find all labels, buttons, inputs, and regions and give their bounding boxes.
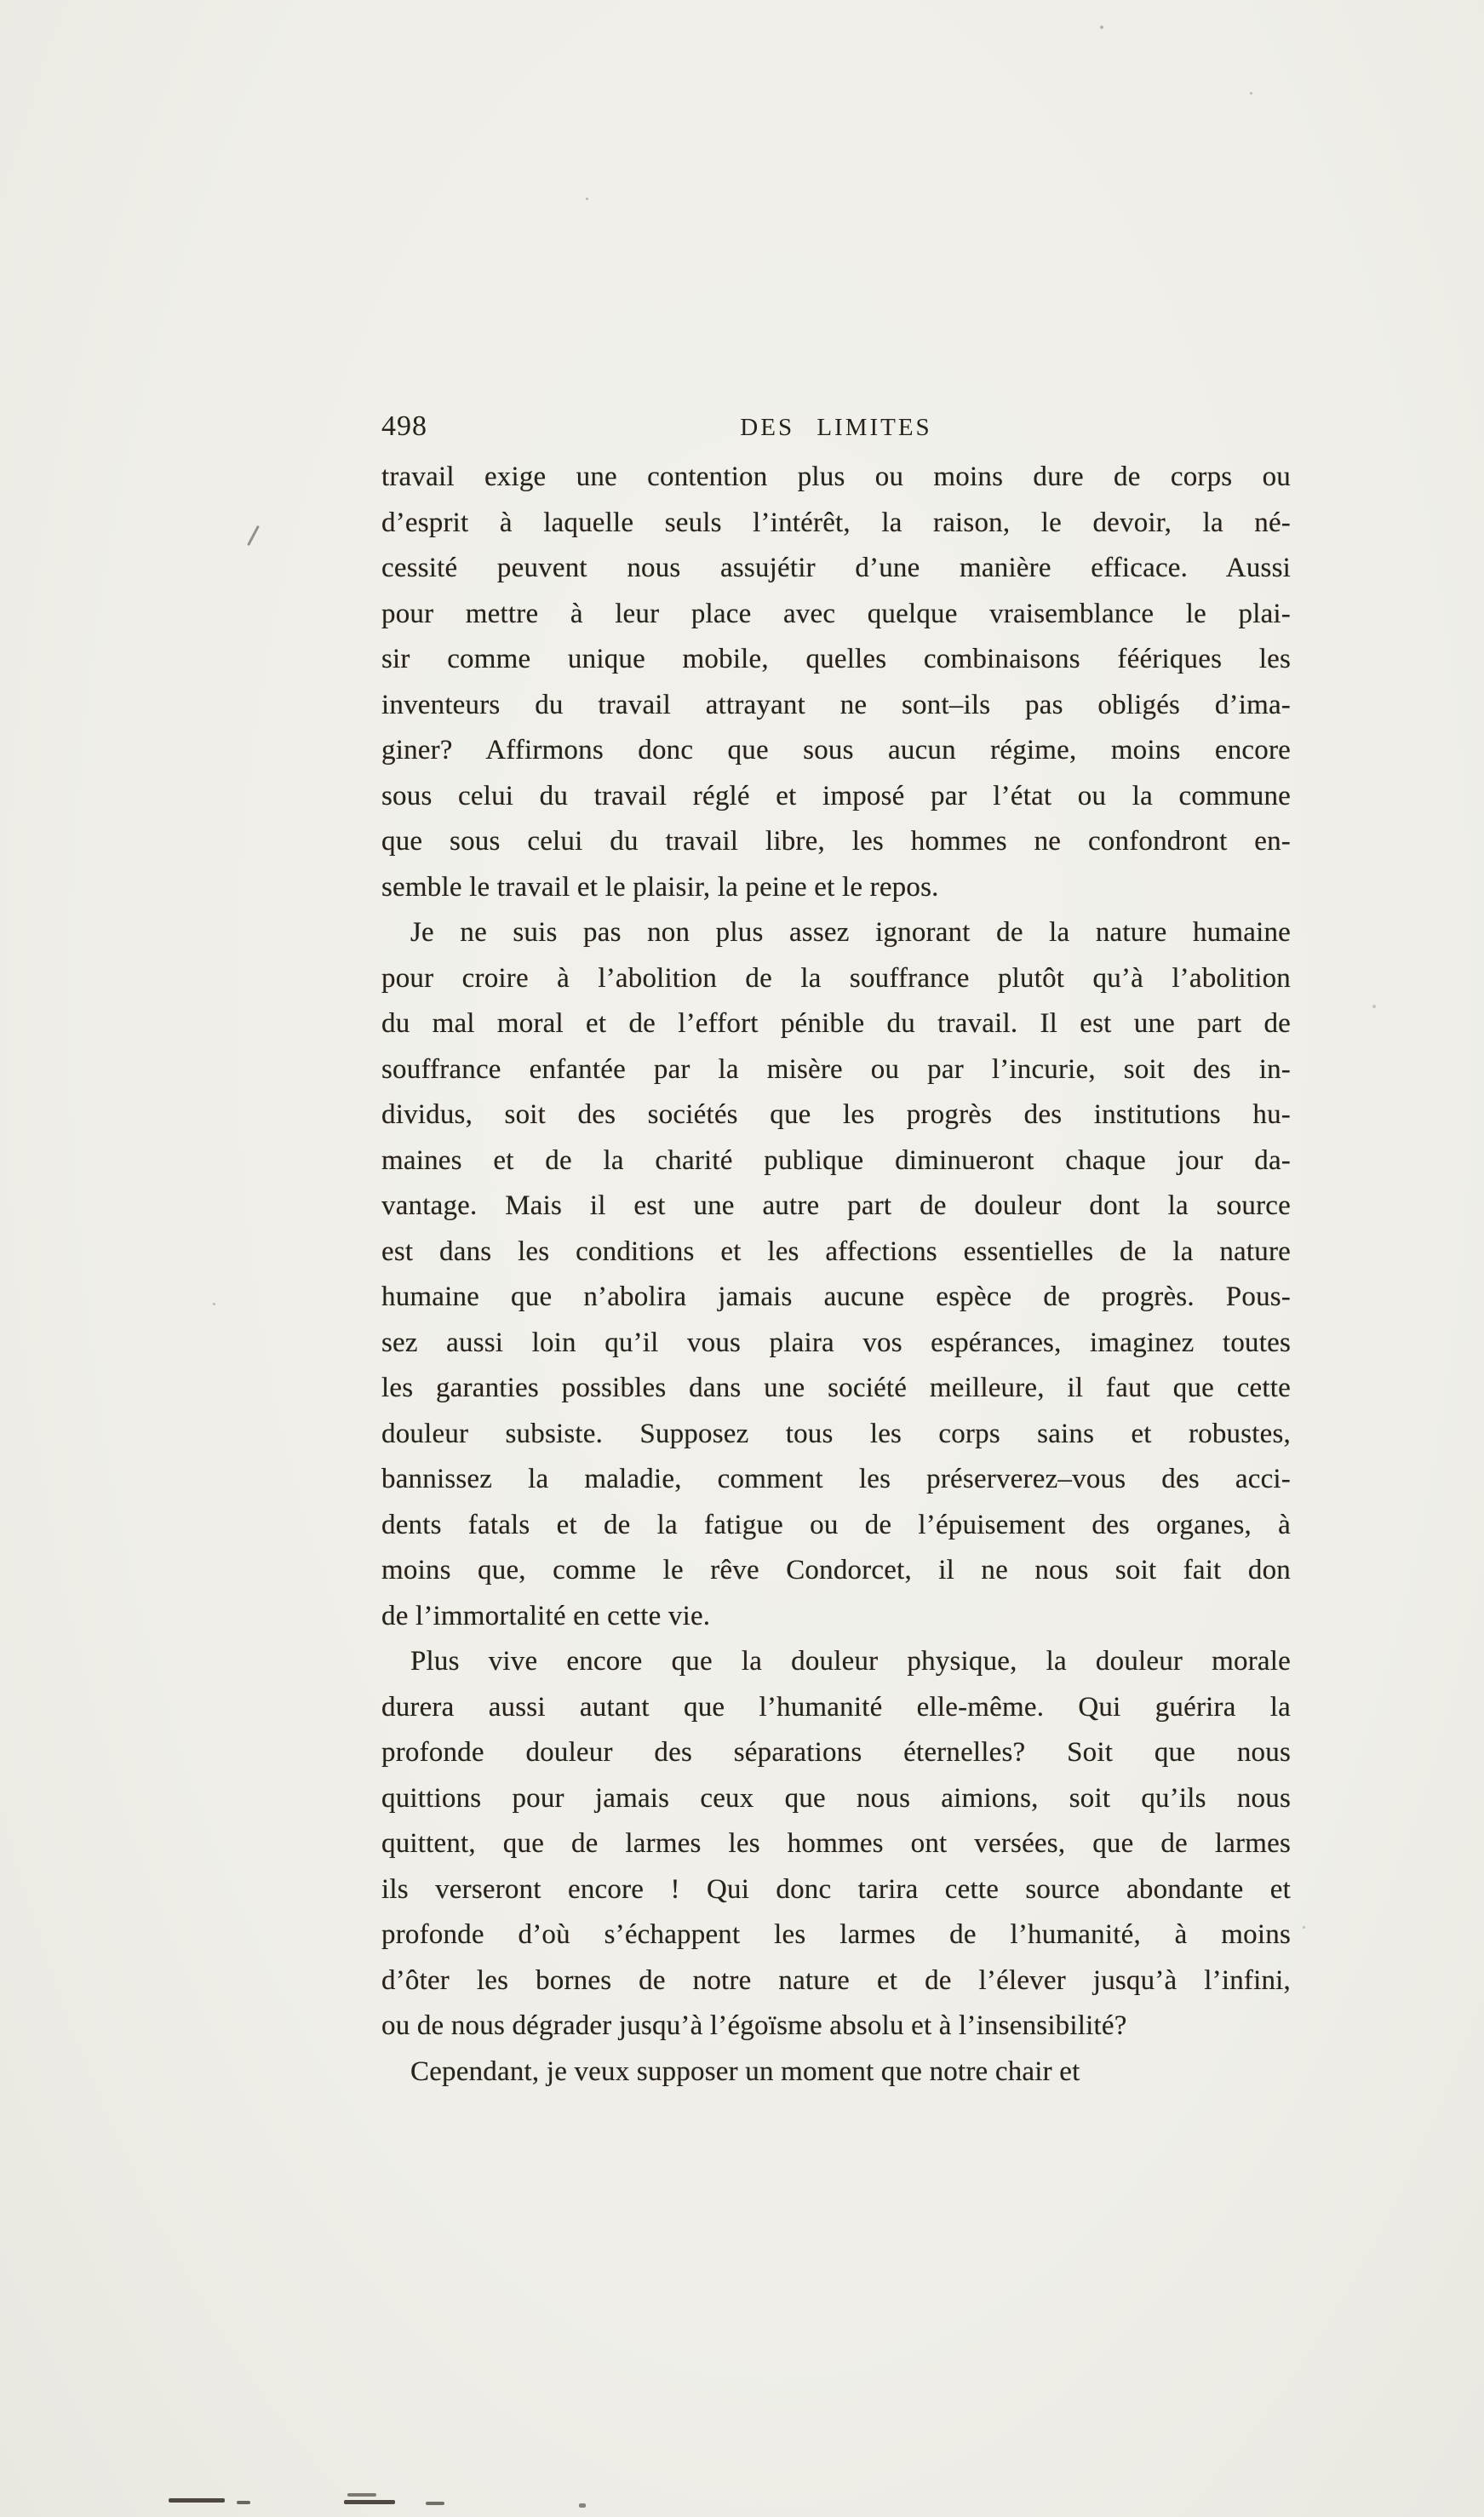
text-line: Plus vive encore que la douleur physique, la douleur morale (410, 1646, 1291, 1677)
scan-artifact (426, 2502, 444, 2505)
scan-speck (1100, 26, 1103, 29)
text-line: Cependant, je veux supposer un moment que notre chair et (410, 2055, 1080, 2087)
text-line: quittent, que de larmes les hommes ont versées, que de larmes (381, 1828, 1291, 1859)
running-title: DES LIMITES (740, 414, 932, 441)
text-line: douleur subsiste. Supposez tous les corps sains et robustes, (381, 1418, 1291, 1449)
text-line: ils verseront encore ! Qui donc tarira cette source abondante et (381, 1873, 1291, 1905)
text-line: ou de nous dégrader jusqu’à l’égoïsme absolu et à l’insensibilité? (381, 2010, 1127, 2041)
scan-artifact (169, 2498, 225, 2503)
scan-speck (1372, 1005, 1376, 1008)
text-line: vantage. Mais il est une autre part de douleur dont la source (381, 1190, 1291, 1221)
text-line: travail exige une contention plus ou moins dure de corps ou (381, 462, 1291, 492)
text-line: quittions pour jamais ceux que nous aimions, soit qu’ils nous (381, 1782, 1291, 1814)
text-line: profonde douleur des séparations éternelles? Soit que nous (381, 1737, 1291, 1768)
text-line: bannissez la maladie, comment les préserverez–vous des acci- (381, 1464, 1291, 1494)
running-header (381, 409, 1291, 450)
text-line: semble le travail et le plaisir, la peine et le repos. (381, 871, 939, 903)
text-line: sous celui du travail réglé et imposé par l’état ou la commune (381, 780, 1291, 811)
text-block (381, 455, 1291, 2095)
text-line: d’ôter les bornes de notre nature et de l’élever jusqu’à l’infini, (381, 1964, 1291, 1996)
scan-artifact (347, 2493, 376, 2497)
text-line: maines et de la charité publique diminueront chaque jour da- (381, 1144, 1291, 1176)
scan-speck (586, 198, 588, 200)
text-line: humaine que n’abolira jamais aucune espèce de progrès. Pous- (381, 1281, 1291, 1312)
text-line: pour croire à l’abolition de la souffrance plutôt qu’à l’abolition (381, 962, 1291, 994)
text-line: souffrance enfantée par la misère ou par l’incurie, soit des in- (381, 1053, 1291, 1085)
scan-speck (1250, 92, 1252, 95)
text-line: moins que, comme le rêve Condorcet, il ne nous soit fait don (381, 1555, 1291, 1585)
text-line: du mal moral et de l’effort pénible du travail. Il est une part de (381, 1008, 1291, 1039)
scan-artifact (344, 2500, 395, 2504)
text-line: cessité peuvent nous assujétir d’une manière efficace. Aussi (381, 553, 1291, 583)
text-line: dividus, soit des sociétés que les progrès des institutions hu- (381, 1099, 1291, 1130)
text-line: dents fatals et de la fatigue ou de l’épuisement des organes, à (381, 1509, 1291, 1540)
text-line: les garanties possibles dans une société meilleure, il faut que cette (381, 1373, 1291, 1403)
text-line: d’esprit à laquelle seuls l’intérêt, la raison, le devoir, la né- (381, 507, 1291, 538)
scan-artifact (579, 2503, 586, 2508)
text-line: pour mettre à leur place avec quelque vraisemblance le plai- (381, 598, 1291, 629)
text-line: que sous celui du travail libre, les hommes ne confondront en- (381, 826, 1291, 857)
page-number: 498 (381, 410, 427, 442)
text-line: sir comme unique mobile, quelles combinaisons féériques les (381, 644, 1291, 674)
scan-speck (1303, 1926, 1305, 1929)
text-line: sez aussi loin qu’il vous plaira vos espérances, imaginez toutes (381, 1327, 1291, 1358)
scan-speck (213, 1303, 215, 1305)
text-line: Je ne suis pas non plus assez ignorant de la nature humaine (410, 917, 1291, 948)
text-line: est dans les conditions et les affections essentielles de la nature (381, 1236, 1291, 1267)
text-line: giner? Affirmons donc que sous aucun régime, moins encore (381, 735, 1291, 765)
scan-artifact (247, 525, 260, 546)
scan-artifact (237, 2501, 250, 2504)
text-line: profonde d’où s’échappent les larmes de l’humanité, à moins (381, 1919, 1291, 1950)
text-line: durera aussi autant que l’humanité elle-même. Qui guérira la (381, 1691, 1291, 1723)
text-line: inventeurs du travail attrayant ne sont–ils pas obligés d’ima- (381, 689, 1291, 720)
text-line: de l’immortalité en cette vie. (381, 1600, 711, 1631)
